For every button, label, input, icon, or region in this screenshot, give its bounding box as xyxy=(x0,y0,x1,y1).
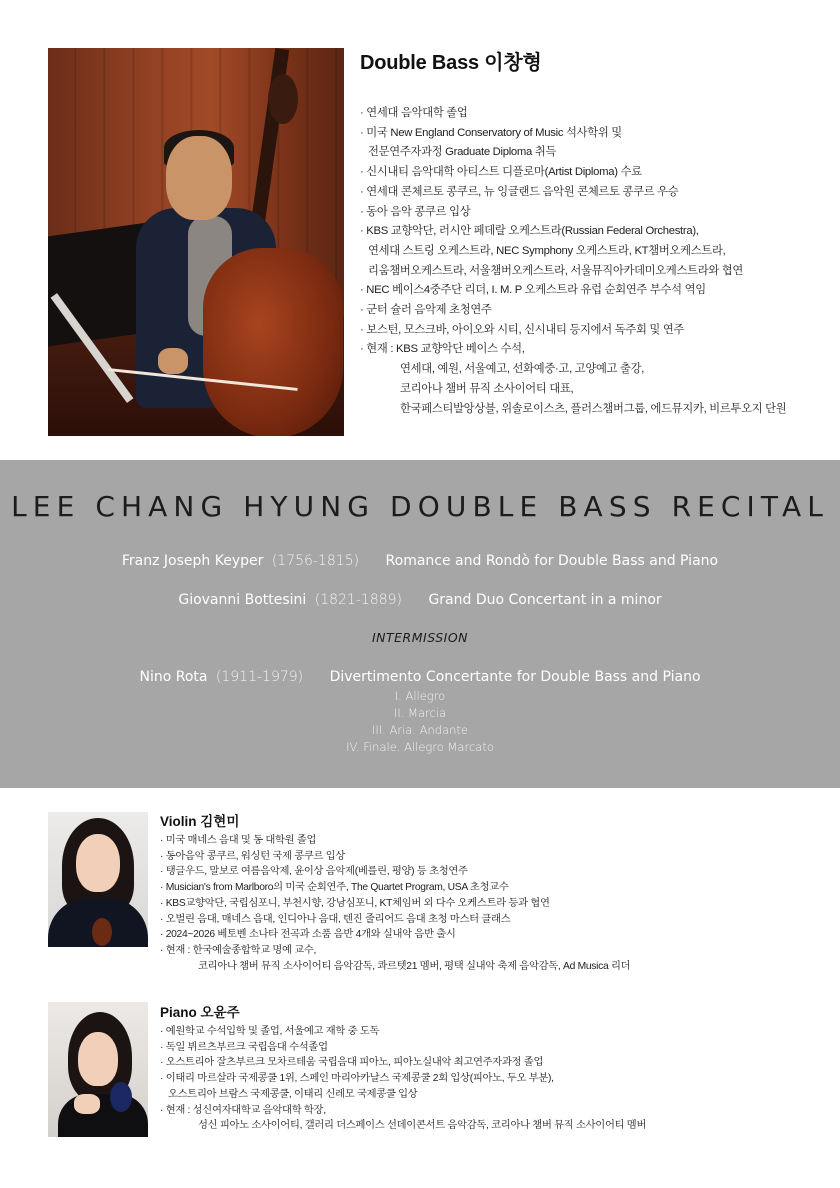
bio-line: 코리아나 챔버 뮤직 소사이어티 음악감독, 콰르텟21 멤버, 평택 실내악 축제 음악감독, Ad Musica 리더 xyxy=(198,960,631,972)
movement-item: I. Allegro xyxy=(394,689,446,703)
bio-line: · NEC 베이스4중주단 리더, I. M. P 오케스트라 유럽 순회연주 부수석 역임 xyxy=(360,284,706,297)
bio-line: · 독일 뷔르츠부르크 국립음대 수석졸업 xyxy=(160,1041,328,1053)
bio-line: · Musician's from Marlboro의 미국 순회연주, The Quartet Program, USA 초청교수 xyxy=(160,882,509,894)
bio-line: · 오스트리아 잘츠부르크 모차르테움 국립음대 피아노, 피아노실내악 최고연주자과정 졸업 xyxy=(160,1057,544,1069)
piece-title: Romance and Rondò for Double Bass and Piano xyxy=(385,553,719,569)
bio-line: · 미국 매네스 음대 및 동 대학원 졸업 xyxy=(160,835,317,846)
composer-years: (1821-1889) xyxy=(314,592,402,608)
bio-line: · 보스턴, 모스크바, 아이오와 시티, 신시내티 등지에서 독주회 및 연주 xyxy=(360,323,685,336)
piece-title: Grand Duo Concertant in a minor xyxy=(428,592,662,608)
bio-line: 성신 피아노 소사이어티, 갤러리 더스페이스 선데이콘서트 음악감독, 코리아나 챔버 뮤직 소사이어티 멤버 xyxy=(198,1120,647,1132)
bio-line: 코리아나 챔버 뮤직 소사이어티 대표, xyxy=(400,382,574,395)
bio-line: · 현재 : 성신여자대학교 음악대학 학장, xyxy=(160,1104,326,1116)
bio-line: · KBS 교향악단, 러시안 페데랄 오케스트라(Russian Federal Orchestra), xyxy=(360,225,699,238)
bio-line: · 연세대 음악대학 졸업 xyxy=(360,107,468,119)
violinist-bio-list xyxy=(160,833,820,974)
bio-line: · 현재 : KBS 교향악단 베이스 수석, xyxy=(360,343,525,356)
pianist-photo xyxy=(48,1002,148,1137)
bio-line: 연세대 스트링 오케스트라, NEC Symphony 오케스트라, KT챔버오케스트라, xyxy=(368,244,726,257)
composer-years: (1911-1979) xyxy=(215,669,304,685)
pianist-title: Piano 오윤주 xyxy=(160,1005,240,1020)
bio-line: · 미국 New England Conservatory of Music 석사학위 및 xyxy=(360,126,622,139)
movement-list xyxy=(0,688,840,756)
movement-item: III. Aria. Andante xyxy=(371,723,468,737)
bio-line: · 현재 : 한국예술종합학교 명예 교수, xyxy=(160,944,317,956)
composer-years: (1756-1815) xyxy=(271,553,360,569)
bio-line: · 동아음악 콩쿠르, 워싱턴 국제 콩쿠르 입상 xyxy=(160,850,346,862)
bio-line: · 2024~2026 베토벤 소나타 전곡과 소품 음반 4개와 실내악 음반 출시 xyxy=(160,929,456,941)
program-item xyxy=(0,592,840,608)
bio-line: · KBS교향악단, 국립심포니, 부천시향, 강남심포니, KT체임버 외 다수 오케스트라 등과 협연 xyxy=(160,897,550,909)
bio-line: 한국페스티발앙상블, 위솔로이스츠, 플러스챔버그룹, 에드뮤지카, 비르투오지 단원 xyxy=(400,402,787,415)
bio-line: 리움챔버오케스트라, 서울챔버오케스트라, 서울뮤직아카데미오케스트라와 협연 xyxy=(368,264,744,277)
bio-line: · 이태리 마르살라 국제콩쿨 1위, 스페인 마리아카날스 국제콩쿨 2회 입상(피아노, 두오 부분), xyxy=(160,1073,554,1085)
bio-line: · 신시내티 음악대학 아티스트 디플로마(Artist Diploma) 수료 xyxy=(360,166,642,179)
recital-title: LEE CHANG HYUNG DOUBLE BASS RECITAL xyxy=(11,490,829,523)
composer-name: Franz Joseph Keyper xyxy=(121,553,264,569)
intermission-label: INTERMISSION xyxy=(371,630,469,645)
composer-name: Giovanni Bottesini xyxy=(178,592,307,608)
bassist-bio-list xyxy=(360,104,830,419)
program-item xyxy=(0,669,840,685)
composer-name: Nino Rota xyxy=(139,669,208,685)
bio-line: · 동아 음악 콩쿠르 입상 xyxy=(360,205,471,218)
bassist-title: Double Bass 이창형 xyxy=(360,52,542,74)
bio-line: 오스트리아 브람스 국제콩쿨, 이태리 신레모 국제콩쿨 입상 xyxy=(168,1088,418,1100)
movement-item: II. Marcia xyxy=(393,706,447,720)
bio-line: · 군터 슐러 음악제 초청연주 xyxy=(360,304,492,317)
bio-line: 연세대, 예원, 서울예고, 선화예중·고, 고양예고 출강, xyxy=(400,363,645,376)
bio-line: · 오벌린 음대, 매네스 음대, 인디아나 음대, 텐진 줄리어드 음대 초청 마스터 클래스 xyxy=(160,913,511,925)
bassist-photo xyxy=(48,48,344,436)
bio-line: · 연세대 콘체르토 콩쿠르, 뉴 잉글랜드 음악원 콘체르토 콩쿠르 우승 xyxy=(360,185,679,198)
movement-item: IV. Finale. Allegro Marcato xyxy=(346,740,494,754)
bio-line: · 탱글우드, 말보로 여름음악제, 윤이상 음악제(베를린, 평양) 등 초청연주 xyxy=(160,866,468,878)
piece-title: Divertimento Concertante for Double Bass and Piano xyxy=(329,669,701,685)
bio-line: · 예원학교 수석입학 및 졸업, 서울예고 재학 중 도독 xyxy=(160,1026,380,1037)
bio-line: 전문연주자과정 Graduate Diploma 취득 xyxy=(368,146,557,159)
violinist-title: Violin 김현미 xyxy=(160,814,240,829)
pianist-bio-list xyxy=(160,1024,820,1134)
violinist-photo xyxy=(48,812,148,947)
program-item xyxy=(0,553,840,569)
